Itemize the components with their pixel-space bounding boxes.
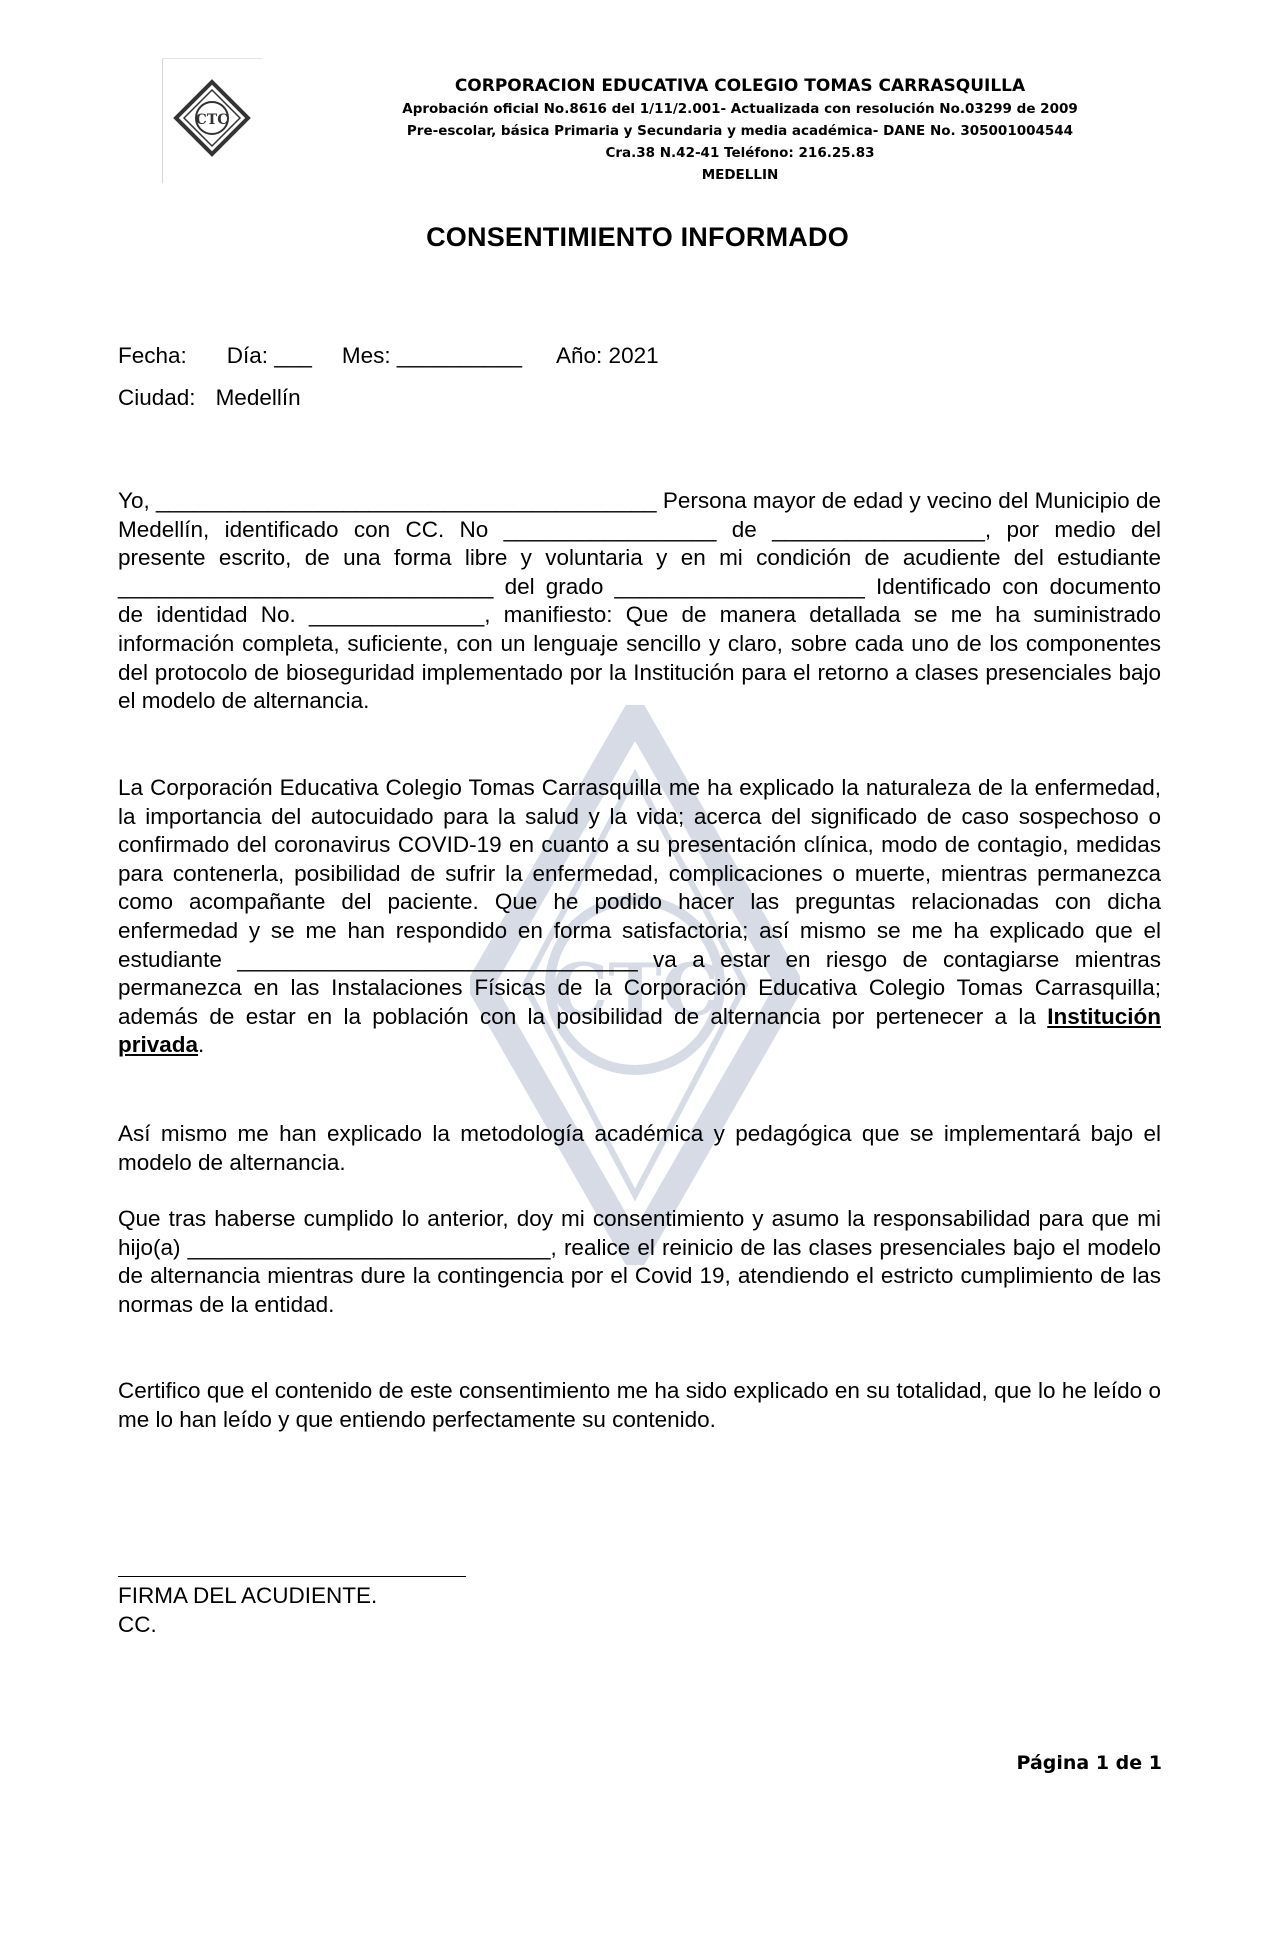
- document-title: CONSENTIMIENTO INFORMADO: [426, 222, 849, 252]
- approval-line: Aprobación oficial No.8616 del 1/11/2.001- Actualizada con resolución No.03299 de 2009: [402, 101, 1078, 117]
- day-field: Día: ___: [226, 343, 312, 368]
- signature-label: FIRMA DEL ACUDIENTE.: [118, 1583, 378, 1608]
- signature-cc: CC.: [118, 1611, 157, 1637]
- city-label: Ciudad:: [118, 385, 196, 410]
- signature-line: [118, 1576, 466, 1577]
- city-row: [118, 384, 301, 412]
- paragraph-explanation-text: La Corporación Educativa Colegio Tomas Carrasquilla me ha explicado la naturaleza de la enfermedad, la importancia del autocuidado para la salud y la vida; acerca del significado de caso sospechoso o confirmado del coronavirus COVID-19 en cuanto a su presentación clínica, modo de contagio, medidas para contenerla, posibilidad de sufrir la enfermedad, complicaciones o muerte, mientras permanezca como acompañante del paciente. Que he podido hacer las preguntas relacionadas con dicha enfermedad y se me han respondido en forma satisfactoria; así mismo se me ha explicado que el estudiante ________________________________ va a estar en riesgo de contagiarse mientras permanezca en las Instalaciones Físicas de la Corporación Educativa Colegio Tomas Carrasquilla; además de estar en la población con la posibilidad de alternancia por pertenecer a la: [118, 775, 1161, 1029]
- svg-text:CTC: CTC: [195, 112, 229, 128]
- address-line: Cra.38 N.42-41 Teléfono: 216.25.83: [605, 145, 875, 161]
- year-field: Año: 2021: [556, 343, 659, 368]
- paragraph-consent: Que tras haberse cumplido lo anterior, doy mi consentimiento y asumo la responsabilidad para que mi hijo(a) _____________________________, realice el reinicio de las clases presenciales bajo el modelo de alternancia mientras dure la contingencia por el Covid 19, atendiendo el estricto cumplimiento de las normas de la entidad.: [118, 1206, 1161, 1317]
- levels-line: Pre-escolar, básica Primaria y Secundaria y media académica- DANE No. 305001004544: [406, 123, 1074, 139]
- institution-name: CORPORACION EDUCATIVA COLEGIO TOMAS CARRASQUILLA: [454, 76, 1026, 96]
- date-row: [118, 342, 659, 370]
- paragraph-certification: Certifico que el contenido de este consentimiento me ha sido explicado en su totalidad, que lo he leído o me lo han leído y que entiendo perfectamente su contenido.: [118, 1378, 1161, 1432]
- school-logo: [162, 58, 262, 183]
- city-line: MEDELLIN: [701, 167, 779, 183]
- paragraph-explanation: [118, 774, 1161, 1060]
- signature-block: [118, 1582, 377, 1639]
- city-value: Medellín: [215, 385, 301, 410]
- month-field: Mes: __________: [341, 343, 523, 368]
- letterhead: [300, 74, 1180, 186]
- private-institution-text: Institución privada: [118, 1003, 1161, 1058]
- page-number: Página 1 de 1: [1016, 1752, 1162, 1774]
- paragraph-methodology: Así mismo me han explicado la metodología académica y pedagógica que se implementará bajo el modelo de alternancia.: [118, 1121, 1161, 1175]
- paragraph-explanation-end: .: [198, 1032, 205, 1058]
- svg-text:CTC: CTC: [550, 947, 720, 1032]
- date-label: Fecha:: [118, 343, 187, 368]
- paragraph-declaration: Yo, ________________________________________ Persona mayor de edad y vecino del Municipio de Medellín, identificado con CC. No _________________ de _________________, por medio del presente escrito, de una forma libre y voluntaria y en mi condición de acudiente del estudiante ______________________________ del grado ____________________ Identificado con documento de identidad No. ______________, manifiesto: Que de manera detallada se me ha suministrado información completa, suficiente, con un lenguaje sencillo y claro, sobre cada uno de los componentes del protocolo de bioseguridad implementado por la Institución para el retorno a clases presenciales bajo el modelo de alternancia.: [118, 488, 1161, 714]
